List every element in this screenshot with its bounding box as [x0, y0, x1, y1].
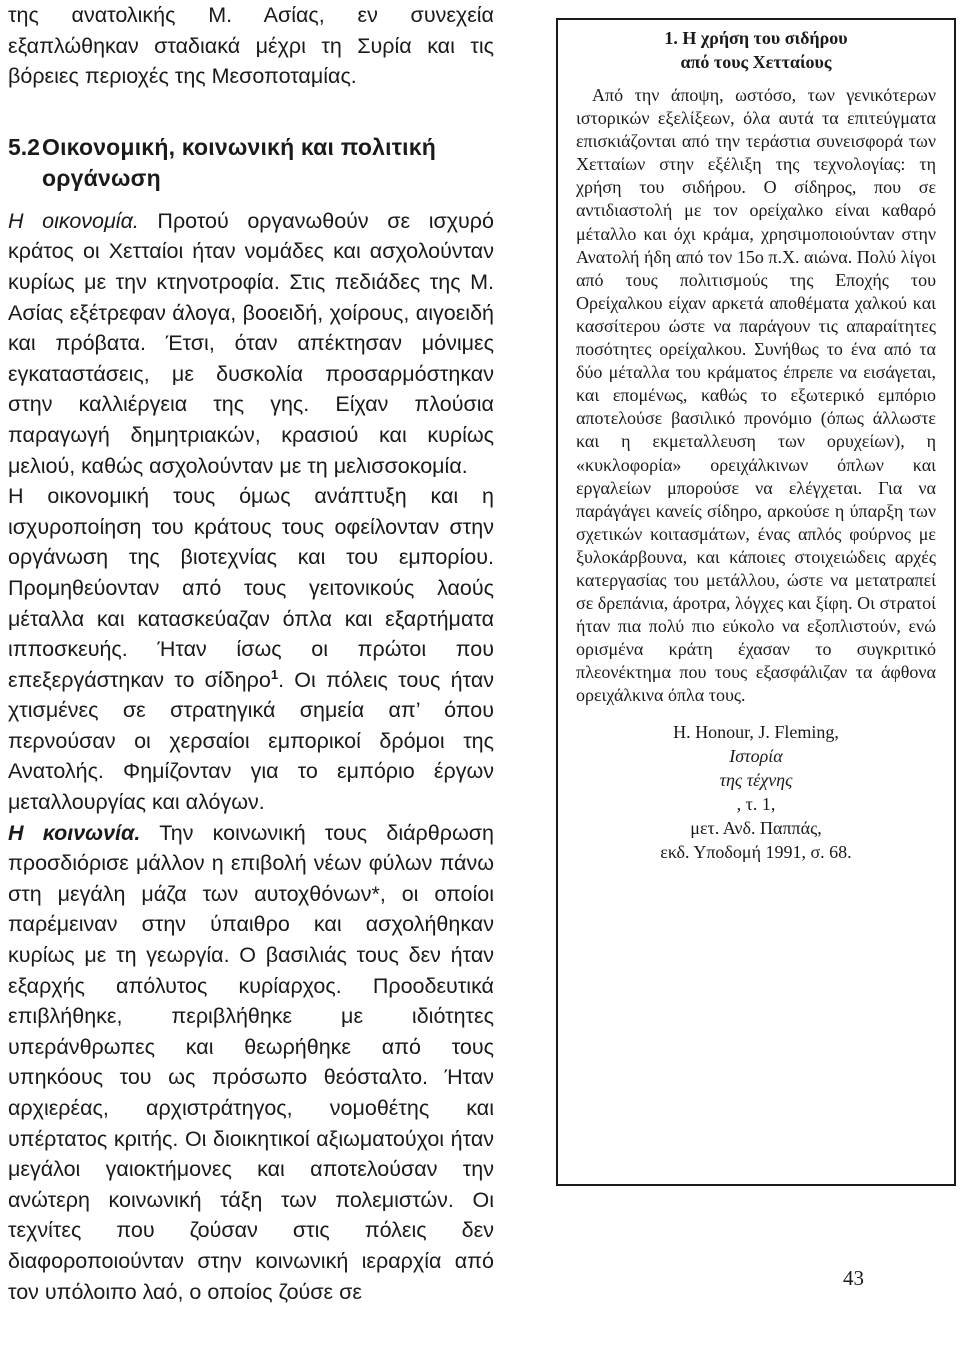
citation-publication: εκδ. Υποδομή 1991, σ. 68. — [660, 841, 852, 862]
citation-work-part-2: της τέχνης — [719, 769, 793, 790]
society-paragraph — [8, 818, 494, 1308]
section-heading — [8, 132, 494, 194]
opening-paragraph: της ανατολικής Μ. Ασίας, εν συνεχεία εξαπλώθηκαν σταδιακά μέχρι τη Συρία και τις βόρειες περιοχές της Μεσοποταμίας. — [8, 3, 494, 89]
source-citation — [576, 720, 936, 864]
page-number: 43 — [843, 1266, 864, 1290]
section-number: 5.2 — [8, 133, 40, 160]
section-title: Οικονομική, κοινωνική και πολιτική οργάνωση — [42, 133, 437, 191]
citation-line-2 — [576, 768, 936, 816]
economy-text-2a: Η οικονομική τους όμως ανάπτυξη και η ισχυροποίηση του κράτους τους οφείλονταν στην οργάνωση της βιοτεχνίας και του εμπορίου. Προμηθεύονταν από τους γειτονικούς λαούς μέταλλα και κατασκεύαζαν όπλα και εξαρτήματα ιπποσκευής. Ήταν ίσως οι πρώτοι που επεξεργάστηκαν το σίδηρο — [8, 484, 494, 692]
citation-work-part-1: Ιστορία — [729, 745, 783, 766]
economy-text-2b: . Οι πόλεις τους ήταν χτισμένες σε στρατηγικά σημεία απ’ όπου περνούσαν οι χερσαίοι εμπορικοί δρόμοι της Ανατολής. Φημίζονταν για το εμπόριο έργων μεταλλουργίας και αλόγων. — [8, 667, 494, 815]
footnote-marker: 1 — [270, 666, 279, 682]
society-text: Την κοινωνική τους διάρθρωση προσδιόρισε μάλλον η επιβολή νέων φύλων πάνω στη μεγάλη μάζα των αυτοχθόνων*, οι οποίοι παρέμειναν στην ύπαιθρο και ασχολήθηκαν κυρίως με τη γεωργία. Ο βασιλιάς τους δεν ήταν εξαρχής απόλυτος κυρίαρχος. Προοδευτικά επιβλήθηκε, περιβλήθηκε με ιδιότητες υπεράνθρωπες και θεωρήθηκε από τους υπηκόους του ως πρόσωπο θεόσταλτο. Ήταν αρχιερέας, αρχιστράτηγος, νομοθέτης και υπέρτατος κριτής. Οι διοικητικοί αξιωματούχοι ήταν μεγάλοι γαιοκτήμονες και αποτελούσαν την ανώτερη κοινωνική τάξη των πολεμιστών. Οι τεχνίτες που ζούσαν στις πόλεις δεν διαφοροποιούνταν στην κοινωνική ιεραρχία από τον υπόλοιπο λαό, ο οποίος ζούσε σε — [8, 820, 494, 1304]
source-box-title — [576, 26, 936, 74]
society-lead: Η κοινωνία. — [8, 820, 141, 845]
economy-paragraph-2 — [8, 481, 494, 818]
main-text-column — [8, 0, 494, 1307]
citation-authors: H. Honour, J. Fleming, — [673, 721, 839, 742]
economy-text: Προτού οργανωθούν σε ισχυρό κράτος οι Χετταίοι ήταν νομάδες και ασχολούνταν κυρίως με την κτηνοτροφία. Στις πεδιάδες της Μ. Ασίας εξέτρεφαν άλογα, βοοειδή, χοίρους, αιγοειδή και πρόβατα. Έτσι, όταν απέκτησαν μόνιμες εγκαταστάσεις, με δυσκολία προσαρμόστηκαν στην καλλιέργεια της γης. Είχαν πλούσια παραγωγή δημητριακών, κρασιού και κυρίως μελιού, καθώς ασχολούνταν με τη μελισσοκομία. — [8, 208, 494, 478]
citation-volume: , τ. 1, — [736, 793, 776, 814]
source-box-title-line-1: 1. Η χρήση του σιδήρου — [664, 28, 848, 48]
economy-paragraph — [8, 206, 494, 481]
economy-lead: Η οικονομία. — [8, 208, 139, 233]
source-box — [556, 18, 956, 1186]
source-box-text: Από την άποψη, ωστόσο, των γενικότερων ιστορικών εξελίξεων, όλα αυτά τα επιτεύγματα επισκιάζονται από την τεράστια συνεισφορά των Χετταίων στην εξέλιξη της τεχνολογίας: τη χρήση του σιδήρου. Ο σίδηρος, που σε αντιδιαστολή με τον ορείχαλκο είναι καθαρό μέταλλο και όχι κράμα, χρησιμοποιούνταν στην Ανατολή ήδη από τον 15ο π.Χ. αιώνα. Πολύ λίγοι από τους πολιτισμούς της Εποχής του Ορείχαλκου είχαν αρκετά αποθέματα χαλκού και κασσίτερου ώστε να παράγουν τις απαραίτητες ποσότητες ορείχαλκου. Συνήθως το ένα από τα δύο μέταλλα του κράματος έπρεπε να εισάγεται, και επομένως, καθώς το εξωτερικό εμπόριο αποτελούσε βασιλικό προνόμιο (όπως άλλωστε και η εκμεταλλευση των ορυχείων), η «κυκλοφορία» ορειχάλκινων όπλων και εργαλείων μπορούσε να ελέγχεται. Για να παράγάγει κανείς σίδηρο, αρκούσε η ύπαρξη των σχετικών κοιτασμάτων, ένας απλός φούρνος με ξυλοκάρβουνα, και κάποιες στοιχειώδεις αρχές κατεργασίας του μετάλλου, ώστε να μετατραπεί σε δρεπάνια, άροτρα, λόγχες και ξίφη. Οι στρατοί ήταν πια πολύ πιο εύκολο να εξοπλιστούν, ενώ ορισμένα κράτη έχασαν το συγκριτικό πλεονέκτημα που τους εξασφάλιζαν τα άφθονα ορειχάλκινα όπλα τους. — [576, 85, 936, 706]
source-box-title-line-2: από τους Χετταίους — [680, 52, 832, 72]
citation-translator: μετ. Ανδ. Παππάς, — [690, 817, 822, 838]
citation-line-1 — [576, 720, 936, 768]
